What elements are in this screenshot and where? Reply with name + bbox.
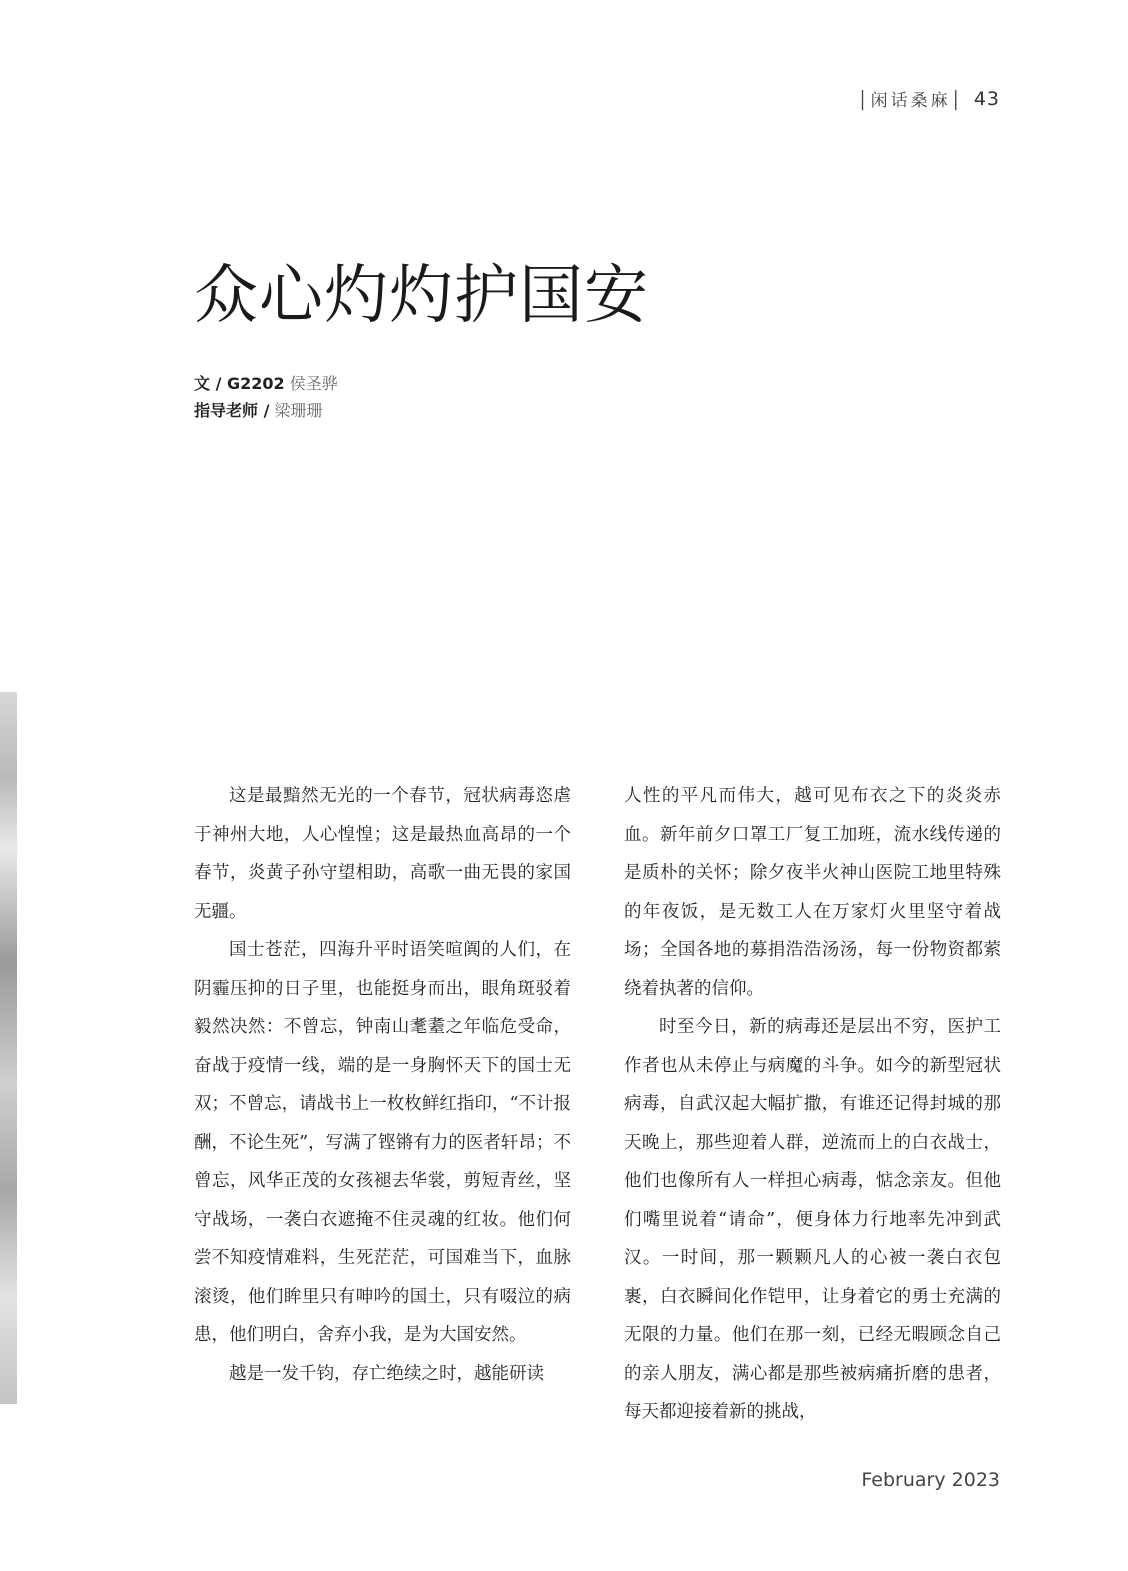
teacher-line — [194, 397, 338, 424]
running-header — [857, 86, 1000, 111]
teacher-label: 指导老师 / — [194, 401, 270, 420]
footer-date: February 2023 — [861, 1469, 1000, 1491]
decorative-image-strip — [0, 692, 17, 1404]
paragraph: 时至今日，新的病毒还是层出不穷，医护工作者也从未停止与病魔的斗争。如今的新型冠状病毒，自武汉起大幅扩撒，有谁还记得封城的那天晚上，那些迎着人群，逆流而上的白衣战士，他们也像所有人一样担心病毒，惦念亲友。但他们嘴里说着“请命”，便身体力行地率先冲到武汉。一时间，那一颗颗凡人的心被一袭白衣包裹，白衣瞬间化作铠甲，让身着它的勇士充满的无限的力量。他们在那一刻，已经无暇顾念自己的亲人朋友，满心都是那些被病痛折磨的患者，每天都迎接着新的挑战， — [624, 1017, 1001, 1422]
byline — [194, 370, 338, 424]
article-title: 众心灼灼护国安 — [194, 259, 649, 333]
author-name: 侯圣骅 — [289, 374, 338, 393]
body-column-right — [624, 777, 1001, 1432]
teacher-name: 梁珊珊 — [274, 401, 323, 420]
paragraph: 国士苍茫，四海升平时语笑喧阗的人们，在阴霾压抑的日子里，也能挺身而出，眼角斑驳着毅然决然：不曾忘，钟南山耄耋之年临危受命，奋战于疫情一线，端的是一身胸怀天下的国士无双；不曾忘，请战书上一枚枚鲜红指印，“不计报酬，不论生死”，写满了铿锵有力的医者轩昂；不曾忘，风华正茂的女孩褪去华裳，剪短青丝，坚守战场，一袭白衣遮掩不住灵魂的红妆。他们何尝不知疫情难料，生死茫茫，可国难当下，血脉滚烫，他们眸里只有呻吟的国土，只有啜泣的病患，他们明白，舍弃小我，是为大国安然。 — [194, 940, 571, 1345]
body-column-left — [194, 777, 571, 1393]
section-tag: │闲话桑麻│ — [857, 91, 964, 111]
paragraph: 这是最黯然无光的一个春节，冠状病毒恣虐于神州大地，人心惶惶；这是最热血高昂的一个春节，炎黄子孙守望相助，高歌一曲无畏的家国无疆。 — [194, 786, 571, 922]
paragraph: 越是一发千钧，存亡绝续之时，越能研读 — [229, 1363, 544, 1384]
page-number: 43 — [973, 87, 1000, 110]
author-label: 文 / G2202 — [194, 374, 285, 393]
author-line — [194, 370, 338, 397]
paragraph-continued: 人性的平凡而伟大，越可见布衣之下的炎炎赤血。新年前夕口罩工厂复工加班，流水线传递的是质朴的关怀；除夕夜半火神山医院工地里特殊的年夜饭，是无数工人在万家灯火里坚守着战场；全国各地的募捐浩浩汤汤，每一份物资都萦绕着执著的信仰。 — [624, 786, 1001, 999]
